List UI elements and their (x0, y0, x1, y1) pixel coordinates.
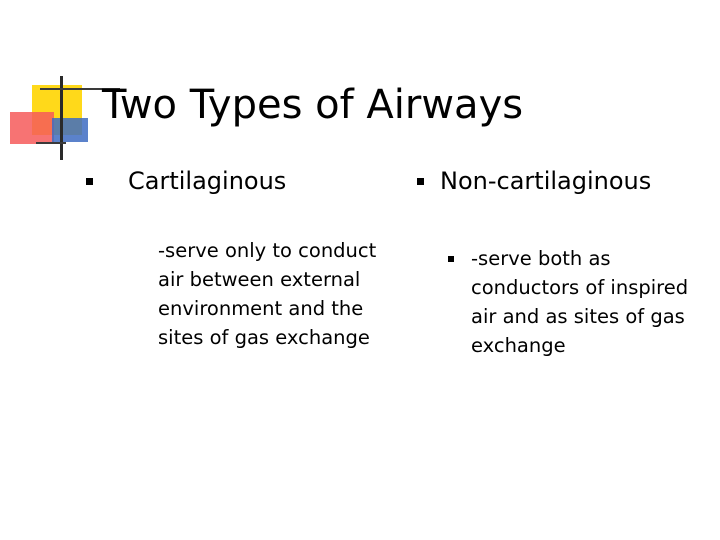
logo-blue-square (52, 118, 88, 142)
bullet-square-icon (417, 178, 424, 185)
right-heading: Non-cartilaginous (440, 167, 652, 195)
right-description: -serve both as conductors of inspired air and as sites of gas exchange (471, 247, 689, 357)
left-heading: Cartilaginous (128, 167, 287, 195)
logo-red-square (10, 112, 54, 144)
sub-bullet-square-icon (448, 256, 454, 262)
logo-horizontal-line-short (36, 142, 66, 144)
bullet-square-icon (86, 178, 93, 185)
left-description: -serve only to conduct air between external environment and the sites of gas exchange (158, 239, 377, 349)
slide-title: Two Types of Airways (102, 82, 524, 128)
